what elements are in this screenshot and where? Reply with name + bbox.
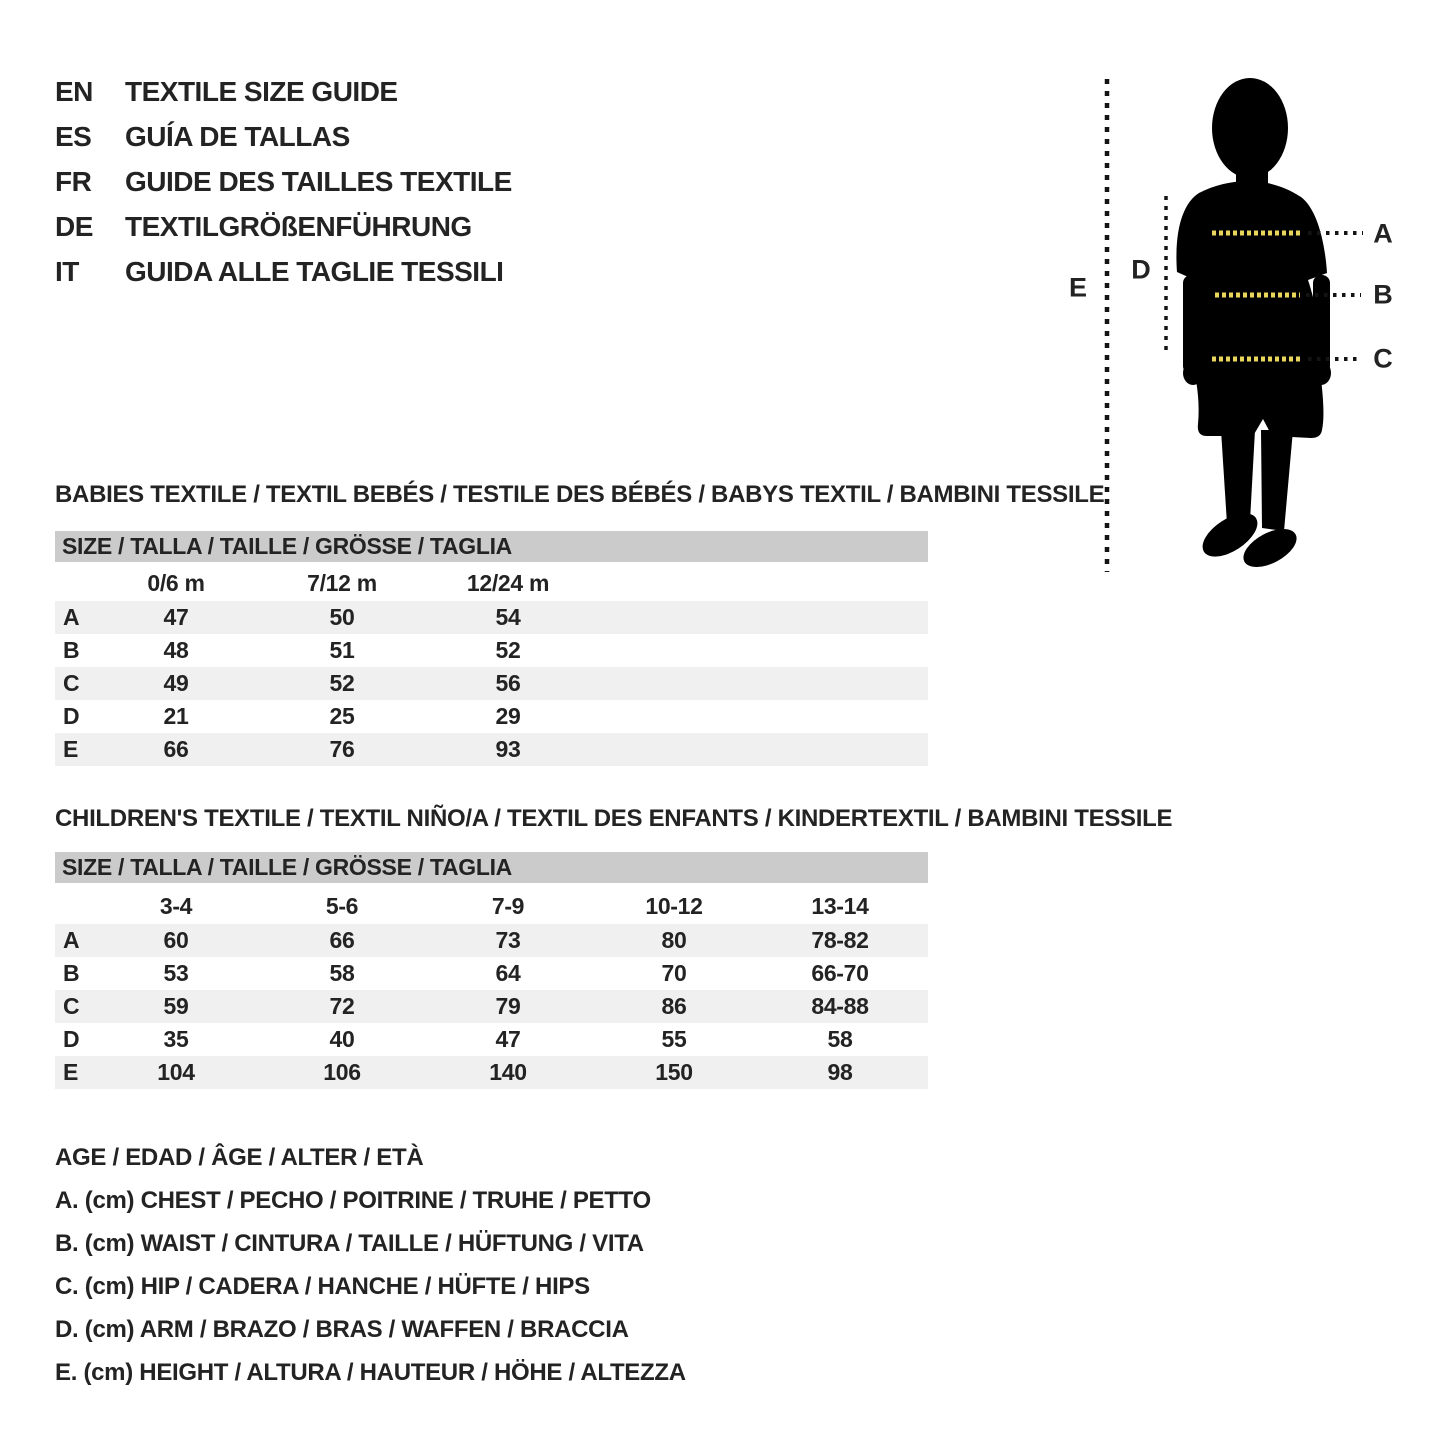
row-label: E: [63, 1059, 79, 1085]
table-row: [55, 1023, 928, 1056]
guide-title: TEXTILE SIZE GUIDE: [125, 75, 398, 107]
table-row: [55, 957, 928, 990]
guide-title: GUIDE DES TAILLES TEXTILE: [125, 165, 512, 197]
table-cell: 66-70: [811, 960, 869, 986]
child-silhouette-icon: [1176, 78, 1331, 575]
table-cell: 50: [329, 604, 355, 630]
guide-title: GUÍA DE TALLAS: [125, 120, 350, 152]
table-cell: 51: [329, 637, 355, 663]
measure-label-b: B: [1373, 279, 1393, 310]
children-table: [55, 852, 928, 1089]
column-header: 10-12: [645, 893, 703, 919]
babies-table: [55, 531, 928, 766]
column-header: 7/12 m: [307, 570, 377, 596]
table-cell: 21: [163, 703, 189, 729]
language-code: IT: [55, 255, 79, 287]
row-label: C: [63, 670, 80, 696]
column-header: 13-14: [811, 893, 869, 919]
measure-label-d: D: [1131, 254, 1151, 285]
table-cell: 150: [655, 1059, 693, 1085]
measure-label-c: C: [1373, 343, 1393, 374]
table-cell: 66: [329, 927, 355, 953]
column-header: 3-4: [159, 893, 193, 919]
table-cell: 47: [495, 1026, 521, 1052]
legend-line-arm: D. (cm) ARM / BRAZO / BRAS / WAFFEN / BRACCIA: [55, 1315, 629, 1343]
children-section-title: CHILDREN'S TEXTILE / TEXTIL NIÑO/A / TEXTIL DES ENFANTS / KINDERTEXTIL / BAMBINI TESSILE: [55, 805, 1173, 832]
table-cell: 93: [495, 736, 521, 762]
row-label: C: [63, 993, 80, 1019]
table-row: [55, 1056, 928, 1089]
guide-title: GUIDA ALLE TAGLIE TESSILI: [125, 255, 504, 287]
table-cell: 52: [495, 637, 521, 663]
table-cell: 80: [661, 927, 687, 953]
row-label: A: [63, 604, 80, 630]
row-label: B: [63, 960, 80, 986]
table-cell: 48: [163, 637, 189, 663]
table-cell: 76: [329, 736, 355, 762]
legend-line-height: E. (cm) HEIGHT / ALTURA / HAUTEUR / HÖHE / ALTEZZA: [55, 1358, 686, 1386]
guide-title: TEXTILGRÖßENFÜHRUNG: [125, 210, 472, 242]
table-cell: 54: [495, 604, 521, 630]
row-label: B: [63, 637, 80, 663]
language-code: FR: [55, 165, 92, 197]
language-code: EN: [55, 75, 93, 107]
column-header-row: [55, 566, 928, 601]
table-cell: 64: [495, 960, 521, 986]
table-cell: 106: [323, 1059, 361, 1085]
table-row: [55, 924, 928, 957]
table-row: [55, 733, 928, 766]
table-cell: 60: [163, 927, 189, 953]
table-cell: 52: [329, 670, 355, 696]
row-label: D: [63, 703, 80, 729]
table-cell: 79: [495, 993, 521, 1019]
row-label: A: [63, 927, 80, 953]
table-cell: 59: [163, 993, 189, 1019]
legend-line-age: AGE / EDAD / ÂGE / ALTER / ETÀ: [55, 1143, 424, 1171]
legend-line-hip: C. (cm) HIP / CADERA / HANCHE / HÜFTE / HIPS: [55, 1272, 590, 1300]
table-cell: 66: [163, 736, 189, 762]
row-label: D: [63, 1026, 80, 1052]
table-cell: 58: [329, 960, 355, 986]
legend-line-waist: B. (cm) WAIST / CINTURA / TAILLE / HÜFTUNG / VITA: [55, 1229, 644, 1257]
table-cell: 49: [163, 670, 189, 696]
table-cell: 78-82: [811, 927, 869, 953]
table-cell: 56: [495, 670, 521, 696]
legend-line-chest: A. (cm) CHEST / PECHO / POITRINE / TRUHE / PETTO: [55, 1186, 651, 1214]
column-header-row: [55, 889, 928, 924]
column-header: 0/6 m: [147, 570, 205, 596]
babies-section-title: BABIES TEXTILE / TEXTIL BEBÉS / TESTILE DES BÉBÉS / BABYS TEXTIL / BAMBINI TESSILE: [55, 481, 1105, 508]
table-cell: 35: [163, 1026, 189, 1052]
table-row: [55, 700, 928, 733]
table-cell: 70: [661, 960, 687, 986]
table-cell: 140: [489, 1059, 527, 1085]
table-row: [55, 667, 928, 700]
table-cell: 73: [495, 927, 521, 953]
language-code: ES: [55, 120, 92, 152]
column-header: 12/24 m: [466, 570, 550, 596]
table-cell: 55: [661, 1026, 687, 1052]
measure-label-a: A: [1373, 218, 1393, 249]
table-cell: 72: [329, 993, 355, 1019]
column-header: 5-6: [325, 893, 359, 919]
table-row: [55, 601, 928, 634]
size-header-bar: SIZE / TALLA / TAILLE / GRÖSSE / TAGLIA: [55, 852, 928, 883]
table-cell: 25: [329, 703, 355, 729]
table-cell: 53: [163, 960, 189, 986]
column-header: 7-9: [491, 893, 525, 919]
row-label: E: [63, 736, 79, 762]
table-cell: 29: [495, 703, 521, 729]
table-cell: 98: [827, 1059, 853, 1085]
measurement-legend: [55, 1136, 686, 1394]
table-cell: 86: [661, 993, 687, 1019]
table-cell: 84-88: [811, 993, 869, 1019]
measure-label-e: E: [1068, 272, 1088, 303]
table-row: [55, 990, 928, 1023]
table-cell: 104: [157, 1059, 195, 1085]
table-row: [55, 634, 928, 667]
table-cell: 40: [329, 1026, 355, 1052]
size-header-bar: SIZE / TALLA / TAILLE / GRÖSSE / TAGLIA: [55, 531, 928, 562]
language-code: DE: [55, 210, 93, 242]
table-cell: 47: [163, 604, 189, 630]
table-cell: 58: [827, 1026, 853, 1052]
